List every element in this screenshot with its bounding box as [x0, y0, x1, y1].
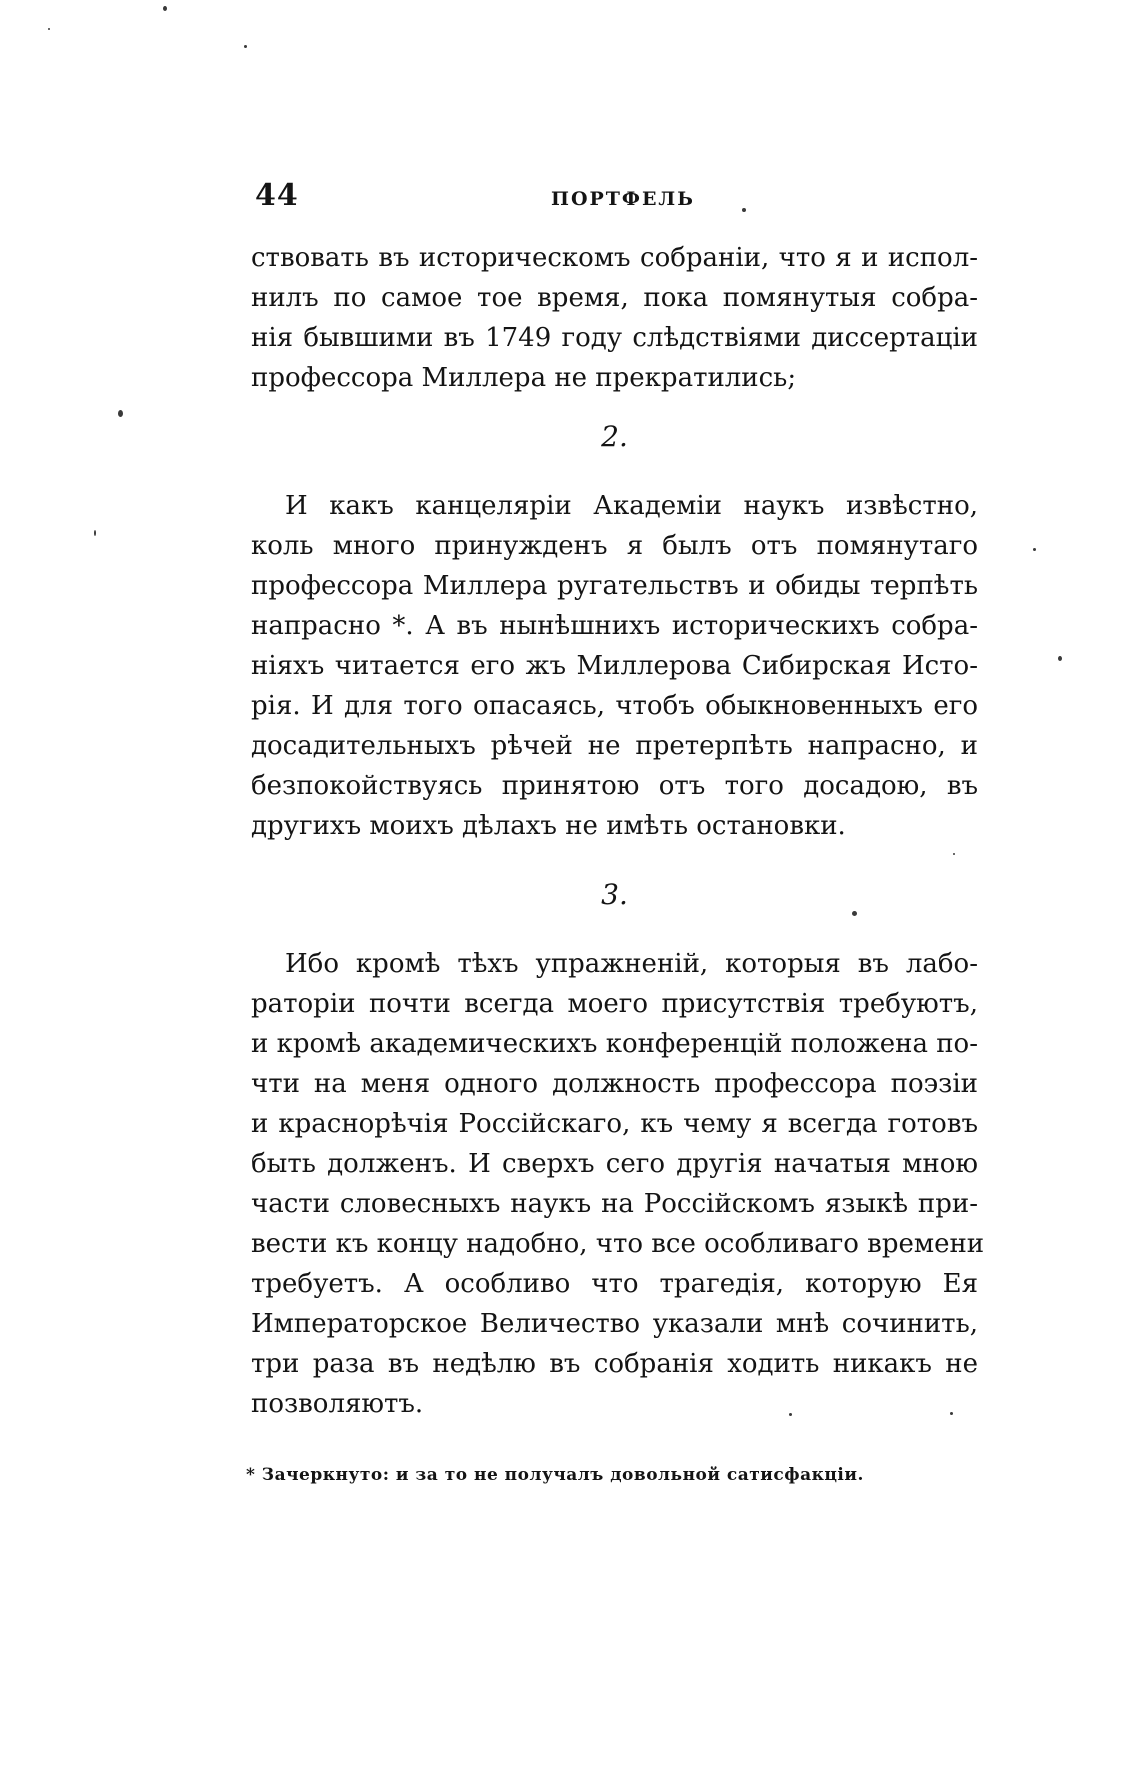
scan-speck — [48, 28, 50, 30]
text-line: три раза въ недѣлю въ собранія ходить никакъ не — [251, 1349, 978, 1379]
scan-speck — [244, 45, 247, 48]
page-number: 44 — [255, 178, 299, 213]
text-line: нія бывшими въ 1749 году слѣдствіями диссертаціи — [251, 323, 978, 353]
text-line: и кромѣ академическихъ конференцій положена по- — [251, 1029, 978, 1059]
text-line: требуетъ. А особливо что трагедія, которую Ея — [251, 1269, 978, 1299]
page-header — [251, 178, 986, 218]
scan-speck — [94, 530, 96, 536]
text-line: и краснорѣчія Россійскаго, къ чему я всегда готовъ — [251, 1109, 978, 1139]
scan-speck — [118, 410, 123, 417]
section-number-3: 3. — [601, 878, 628, 911]
scan-speck — [1058, 656, 1062, 661]
section-number-2: 2. — [601, 420, 628, 453]
text-line: Ибо кромѣ тѣхъ упражненій, которыя въ лабо- — [285, 949, 978, 979]
scan-speck — [163, 6, 167, 11]
text-line: Императорское Величество указали мнѣ сочинить, — [251, 1309, 978, 1339]
text-line: другихъ моихъ дѣлахъ не имѣть остановки. — [251, 811, 846, 841]
text-line: И какъ канцеляріи Академіи наукъ извѣстно, — [285, 491, 978, 521]
text-line: чти на меня одного должность профессора поэзіи — [251, 1069, 978, 1099]
text-line: вести къ концу надобно, что все особливаго времени — [251, 1229, 985, 1259]
text-line: досадительныхъ рѣчей не претерпѣть напрасно, и — [251, 731, 978, 761]
scan-speck — [950, 1412, 953, 1415]
text-line: нилъ по самое тое время, пока помянутыя собра- — [251, 283, 978, 313]
text-line: позволяютъ. — [251, 1389, 424, 1419]
running-title: ПОРТФЕЛЬ — [551, 188, 695, 210]
scan-speck — [742, 208, 746, 212]
scan-speck — [852, 911, 857, 916]
scan-speck — [1033, 548, 1036, 551]
text-line: ніяхъ читается его жъ Миллерова Сибирская Исто- — [251, 651, 978, 681]
text-line: быть долженъ. И сверхъ сего другія начатыя мною — [251, 1149, 978, 1179]
text-line: рія. И для того опасаясь, чтобъ обыкновенныхъ его — [251, 691, 978, 721]
text-line: ствовать въ историческомъ собраніи, что я и испол- — [251, 243, 978, 273]
text-line: коль много принужденъ я былъ отъ помянутаго — [251, 531, 978, 561]
text-line: профессора Миллера ругательствъ и обиды терпѣть — [251, 571, 978, 601]
text-line: части словесныхъ наукъ на Россійскомъ языкѣ при- — [251, 1189, 978, 1219]
scan-speck — [953, 853, 955, 855]
paragraph-section-2 — [251, 486, 978, 846]
paragraph-section-3 — [251, 944, 985, 1424]
scan-speck — [789, 1413, 792, 1416]
footnote: * Зачеркнуто: и за то не получалъ довольной сатисфакціи. — [246, 1465, 864, 1485]
text-line: раторіи почти всегда моего присутствія требуютъ, — [251, 989, 978, 1019]
text-line: профессора Миллера не прекратились; — [251, 363, 797, 393]
text-line: напрасно *. А въ нынѣшнихъ историческихъ собра- — [251, 611, 978, 641]
paragraph-continuation — [251, 238, 978, 398]
text-line: безпокойствуясь принятою отъ того досадою, въ — [251, 771, 978, 801]
